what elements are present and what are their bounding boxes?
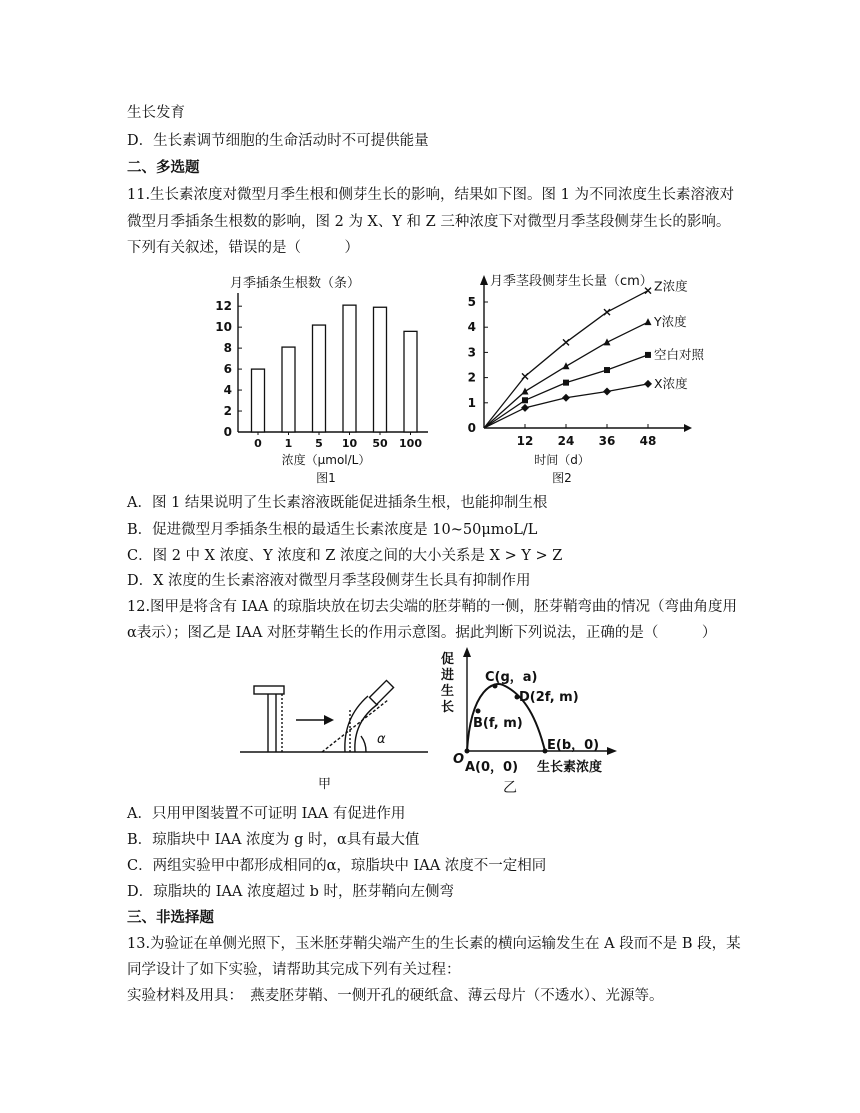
- text-line: 生长发育: [127, 105, 185, 121]
- fig2-y-tick-label: 2: [467, 370, 476, 385]
- yi-point-b: [476, 709, 481, 714]
- fig2-x-tick-label: 12: [516, 434, 534, 448]
- yi-y-arrow-icon: [463, 647, 471, 657]
- fig1-bar-chart: [208, 265, 448, 495]
- alpha-label: α: [377, 732, 386, 747]
- yi-label-a: A(0，0): [465, 760, 519, 775]
- fig2-series-line: [484, 291, 648, 428]
- option-a: A．图 1 结果说明了生长素溶液既能促进插条生根，也能抑制生根: [127, 495, 548, 511]
- fig2-marker-x: [604, 309, 610, 315]
- yi-label-d: D(2f, m): [519, 690, 579, 705]
- yi-origin: O: [453, 752, 465, 767]
- fig2-y-arrow-icon: [480, 275, 488, 285]
- arrow-icon: [324, 715, 334, 725]
- fig1-x-tick-label: 10: [341, 437, 358, 450]
- fig2-marker-diamond: [521, 404, 529, 412]
- fig2-y-tick-label: 1: [467, 395, 476, 410]
- question-text: α表示）；图乙是 IAA 对胚芽鞘生长的作用示意图。据此判断下列说法，正确的是（ ）: [127, 625, 717, 641]
- fig1-y-tick-label: 6: [223, 362, 232, 377]
- fig2-y-tick-label: 5: [467, 295, 476, 309]
- option-d: D．X 浓度的生长素溶液对微型月季茎段侧芽生长具有抑制作用: [127, 573, 531, 589]
- fig1-bar: [404, 331, 417, 432]
- fig2-marker-x: [522, 373, 528, 379]
- fig-jia-caption: 甲: [318, 777, 332, 792]
- fig2-x-tick-label: 48: [639, 434, 657, 448]
- fig1-caption: 图1: [316, 471, 336, 485]
- option-d: D．琼脂块的 IAA 浓度超过 b 时，胚芽鞘向左侧弯: [127, 884, 455, 900]
- yi-label-c: C(g，a): [485, 670, 538, 685]
- fig2-marker-triangle: [563, 362, 570, 369]
- question-text: 13.为验证在单侧光照下，玉米胚芽鞘尖端产生的生长素的横向运输发生在 A 段而不是 B 段，某: [127, 936, 741, 952]
- fig2-series-label: Y浓度: [654, 314, 687, 330]
- yi-ylabel-2: 进: [441, 668, 455, 683]
- fig2-x-arrow-icon: [684, 424, 692, 432]
- fig2-x-tick-label: 36: [598, 434, 616, 448]
- yi-ylabel-1: 促: [441, 652, 455, 667]
- fig2-ylabel: 月季茎段侧芽生长量（cm）: [490, 274, 653, 289]
- question-text: 同学设计了如下实验，请帮助其完成下列有关过程：: [127, 962, 461, 978]
- yi-label-e: E(b，0): [547, 738, 600, 753]
- option-c: C．两组实验甲中都形成相同的α，琼脂块中 IAA 浓度不一定相同: [127, 858, 547, 874]
- angle-arc: [361, 736, 366, 752]
- question-text: 12.图甲是将含有 IAA 的琼脂块放在切去尖端的胚芽鞘的一侧，胚芽鞘弯曲的情况（弯曲角度用: [127, 599, 737, 615]
- yi-xlabel: 生长素浓度: [537, 760, 603, 775]
- agar-block-bent: [370, 680, 394, 704]
- option-d: D．生长素调节细胞的生命活动时不可提供能量: [127, 133, 429, 149]
- question-text: 11.生长素浓度对微型月季生根和侧芽生长的影响，结果如下图。图 1 为不同浓度生长素溶液对: [127, 187, 734, 203]
- question-text: 微型月季插条生根数的影响，图 2 为 X、Y 和 Z 三种浓度下对微型月季茎段侧芽生长的影响。: [127, 214, 731, 230]
- fig2-y-tick-label: 3: [467, 345, 476, 360]
- fig2-series-label: 空白对照: [654, 346, 705, 362]
- fig2-x-tick-label: 24: [557, 434, 575, 448]
- fig2-marker-diamond: [603, 387, 611, 395]
- fig-jia-diagram: [238, 670, 438, 800]
- yi-x-arrow-icon: [607, 747, 617, 755]
- fig1-y-tick-label: 10: [215, 320, 232, 335]
- fig1-bars: [252, 305, 418, 432]
- fig2-series-label: Z浓度: [654, 278, 688, 294]
- fig2-marker-square: [604, 367, 610, 373]
- question-text: 下列有关叙述，错误的是（ ）: [127, 240, 359, 256]
- fig2-marker-diamond: [644, 380, 652, 388]
- fig2-marker-square: [563, 380, 569, 386]
- fig1-bar: [374, 307, 387, 432]
- fig2-y-tick-label: 4: [467, 320, 476, 335]
- fig1-y-tick-label: 2: [223, 404, 232, 419]
- fig1-bar: [282, 347, 295, 432]
- fig2-marker-square: [645, 352, 651, 358]
- option-a: A．只用甲图装置不可证明 IAA 有促进作用: [127, 806, 406, 822]
- fig2-y-tick-label: 0: [467, 421, 476, 435]
- fig1-y-tick-label: 8: [223, 341, 232, 356]
- yi-ylabel-4: 长: [441, 700, 455, 715]
- fig1-x-tick-label: 0: [254, 437, 262, 450]
- agar-block: [254, 686, 284, 694]
- fig2-marker-triangle: [645, 318, 652, 325]
- fig1-y-tick-label: 0: [223, 425, 232, 439]
- fig2-marker-triangle: [522, 387, 529, 394]
- fig2-marker-x: [563, 339, 569, 345]
- fig1-x-tick-label: 50: [372, 437, 388, 450]
- fig-yi-diagram: [433, 647, 623, 797]
- yi-point-a: [465, 749, 470, 754]
- fig2-marker-diamond: [562, 394, 570, 402]
- fig1-x-tick-label: 100: [399, 437, 422, 450]
- fig1-x-tick-label: 1: [284, 437, 293, 450]
- fig1-bar: [313, 325, 326, 432]
- section-heading: 三、非选择题: [127, 909, 214, 926]
- fig1-ylabel: 月季插条生根数（条）: [230, 276, 361, 291]
- yi-label-b: B(f, m): [473, 716, 523, 731]
- section-heading: 二、多选题: [127, 159, 200, 176]
- fig1-bar: [343, 305, 356, 432]
- fig1-y-tick-label: 12: [215, 299, 232, 314]
- fig1-y-tick-label: 4: [223, 383, 232, 398]
- yi-ylabel-3: 生: [441, 684, 455, 699]
- fig2-marker-square: [522, 397, 528, 403]
- fig1-bar: [252, 369, 265, 432]
- fig1-x-tick-label: 5: [315, 437, 323, 450]
- option-b: B．促进微型月季插条生根的最适生长素浓度是 10~50μmoL/L: [127, 522, 538, 538]
- option-c: C．图 2 中 X 浓度、Y 浓度和 Z 浓度之间的大小关系是 X > Y > Z: [127, 548, 563, 564]
- fig1-xlabel: 浓度（μmol/L）: [281, 453, 371, 467]
- fig2-caption: 图2: [552, 471, 572, 485]
- question-text: 实验材料及用具： 燕麦胚芽鞘、一侧开孔的硬纸盒、薄云母片（不透水）、光源等。: [127, 988, 664, 1004]
- fig2-line-chart: [462, 265, 732, 495]
- yi-caption: 乙: [503, 780, 517, 796]
- option-b: B．琼脂块中 IAA 浓度为 g 时，α具有最大值: [127, 832, 420, 848]
- fig2-series-label: X浓度: [654, 375, 688, 391]
- fig2-xlabel: 时间（d）: [534, 453, 590, 467]
- fig2-lines: [484, 279, 705, 428]
